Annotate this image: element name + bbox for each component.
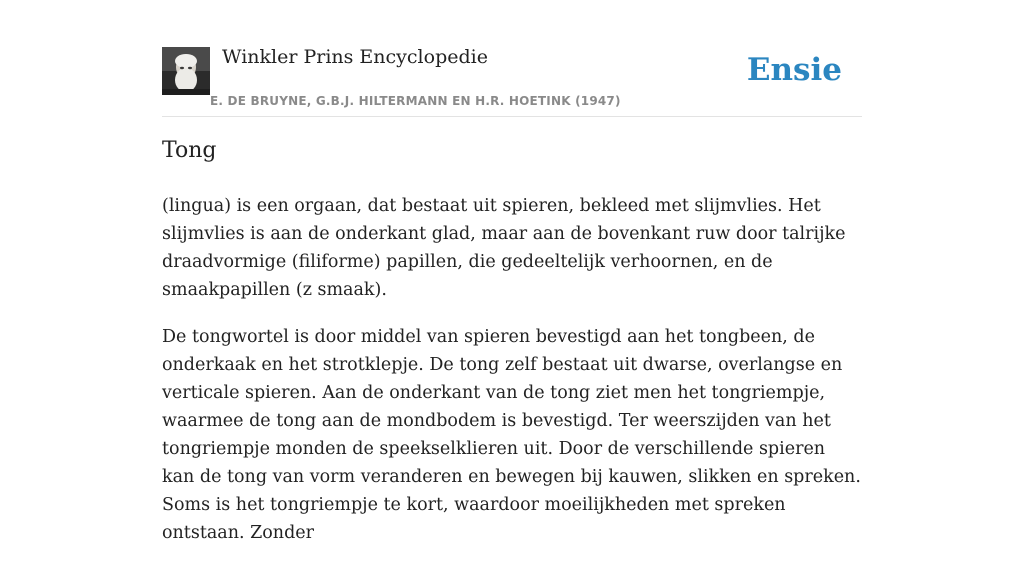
article-paragraph: De tongwortel is door middel van spieren bevestigd aan het tongbeen, de onderkaak en het strotklepje. De tong zelf bestaat uit dwarse, overlangse en verticale spieren. Aan de onderkant van de tong ziet men het tongriempje, waarmee de tong aan de mondbodem is bevestigd. Ter weerszijden van het tongriempje monden de speekselklieren uit. Door de verschillende spieren kan de tong van vorm veranderen en bewegen bij kauwen, slikken en spreken. Soms is het tongriempje te kort, waardoor moeilijkheden met spreken ontstaan. Zonder [162,327,861,543]
portrait-avatar-icon [162,47,210,95]
article-title: Tong [162,138,217,163]
source-title[interactable]: Winkler Prins Encyclopedie [222,46,488,68]
author-avatar[interactable] [162,47,210,95]
source-authors: E. DE BRUYNE, G.B.J. HILTERMANN EN H.R. HOETINK (1947) [210,94,621,108]
article-paragraph: (lingua) is een orgaan, dat bestaat uit spieren, bekleed met slijmvlies. Het slijmvlies is aan de onderkant glad, maar aan de bovenkant ruw door talrijke draadvormige (filiforme) papillen, die gedeeltelijk verhoornen, en de smaakpapillen (z smaak). [162,196,846,300]
source-header [162,38,862,117]
article-body [162,192,862,566]
ensie-logo[interactable]: Ensie [746,52,842,88]
